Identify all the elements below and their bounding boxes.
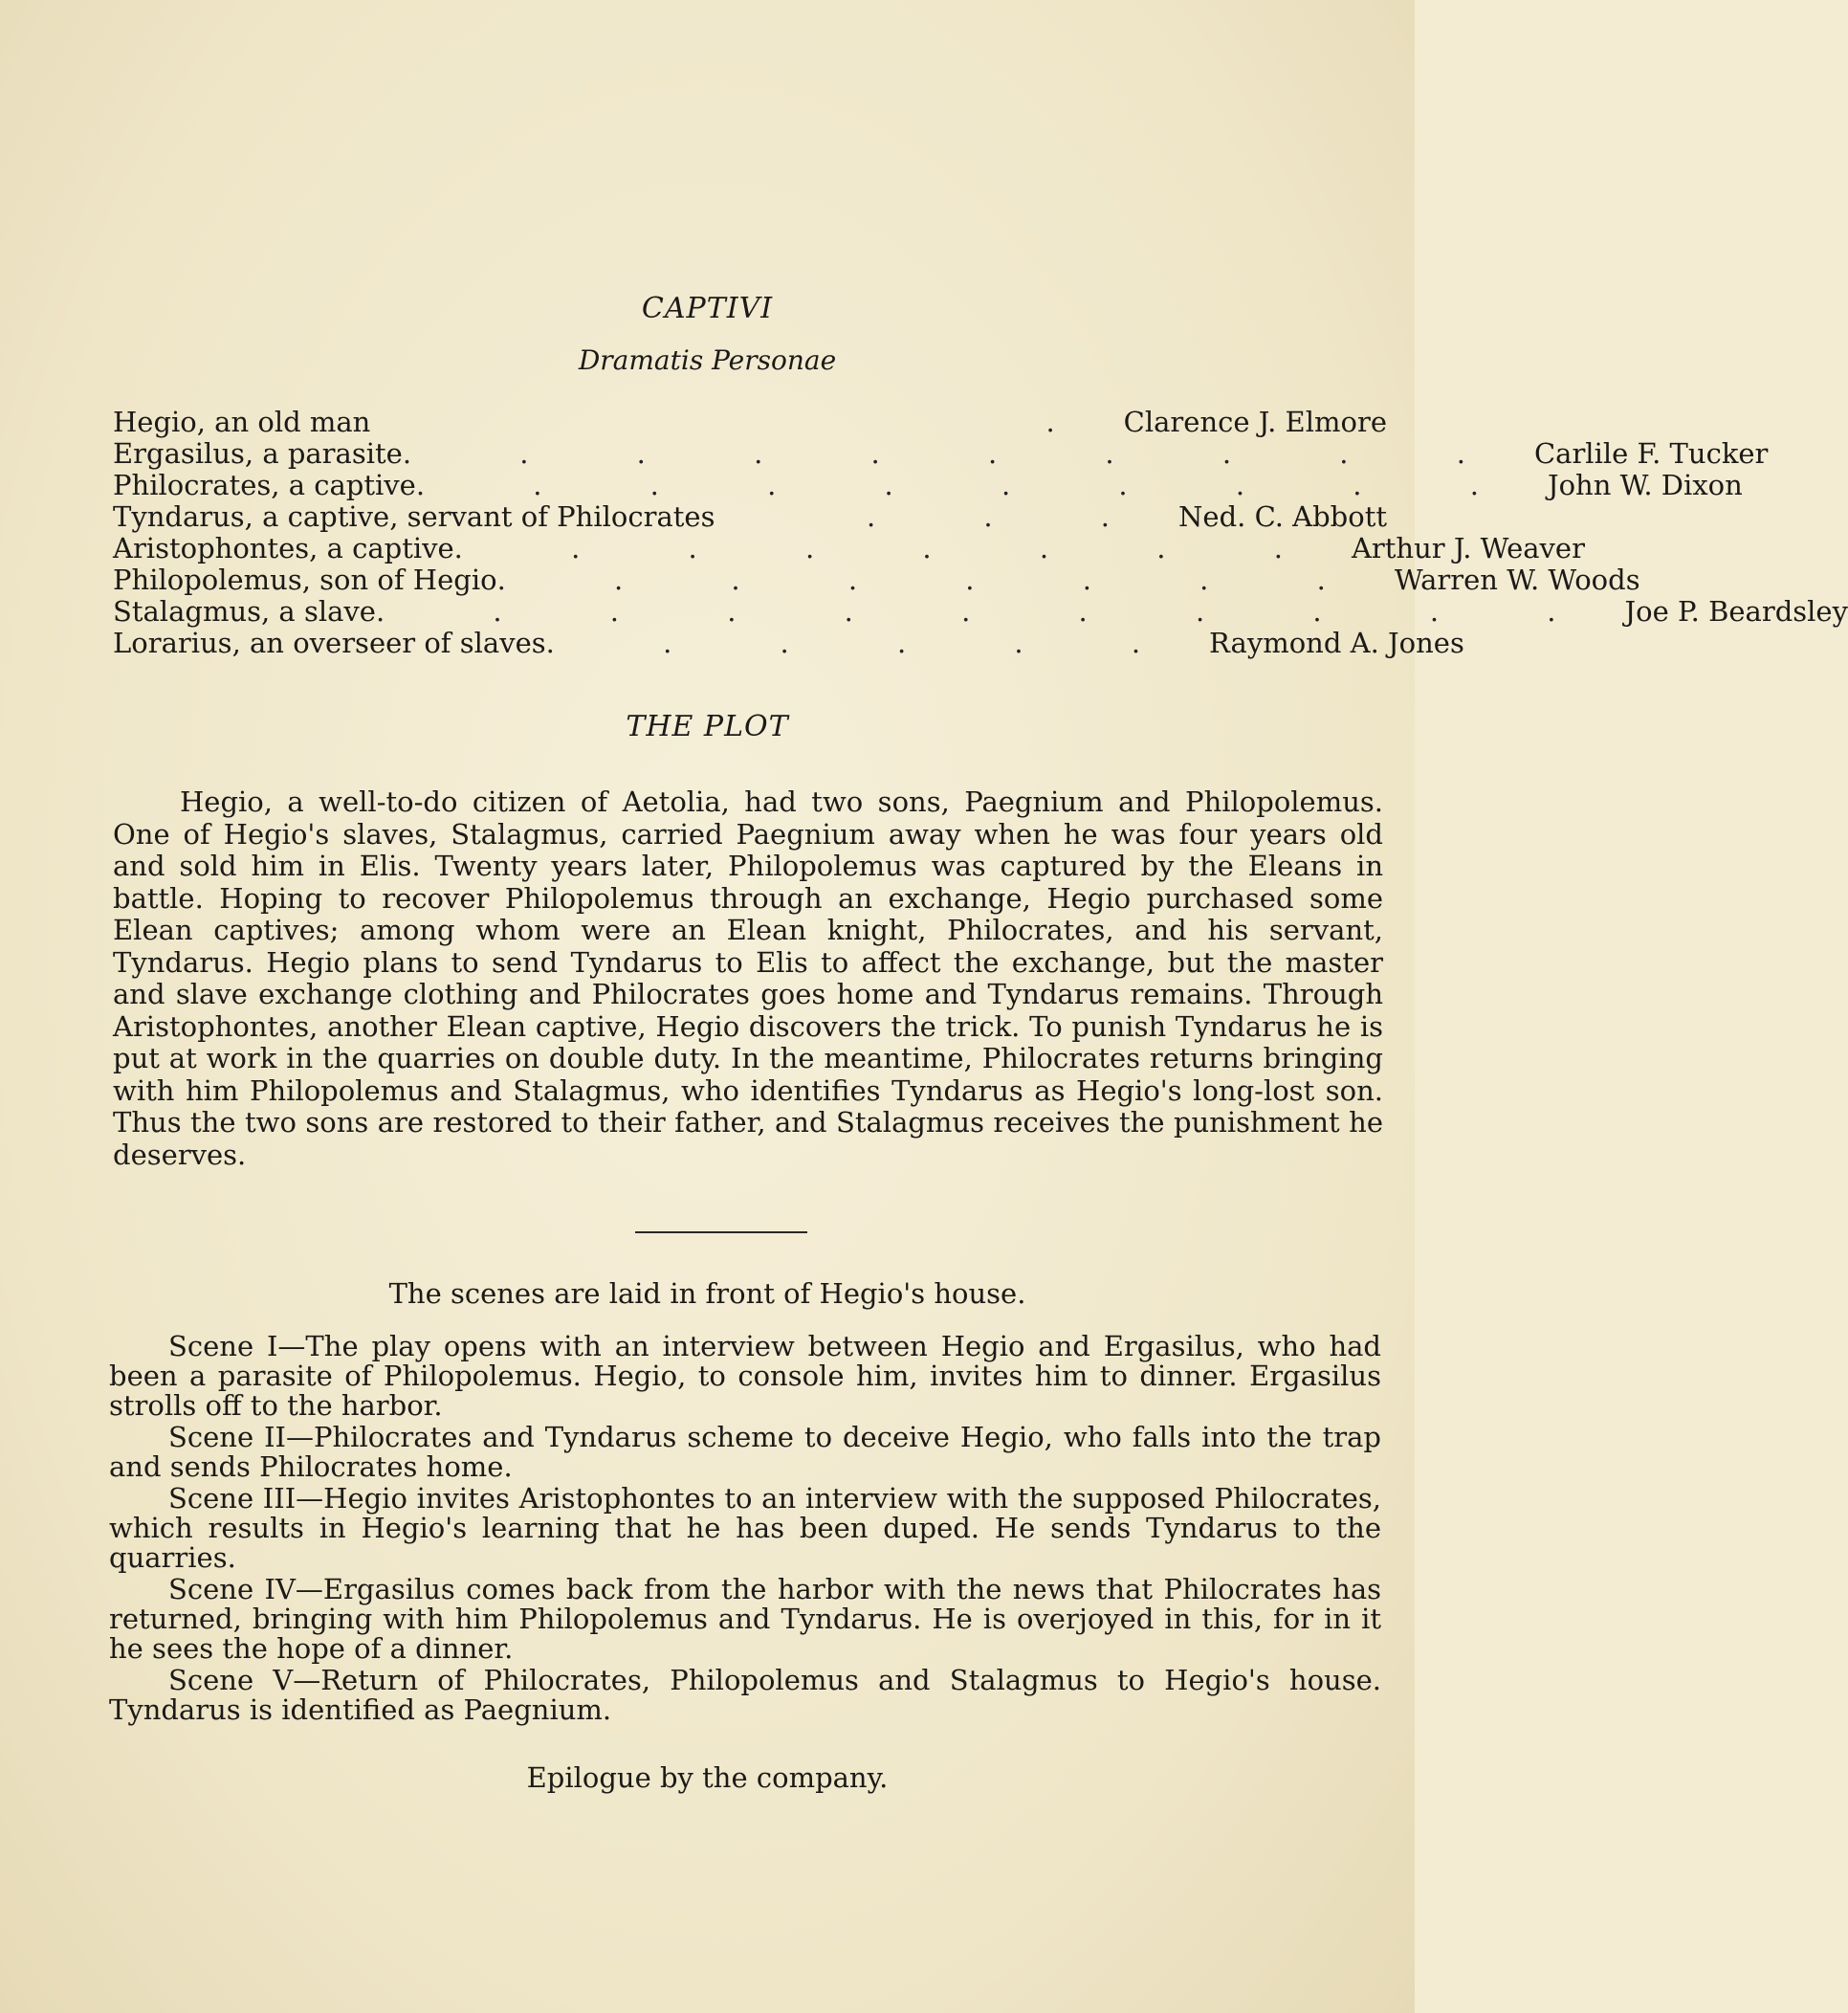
cast-actor: John W. Dixon [1547, 469, 1743, 501]
cast-role: Lorarius, an overseer of slaves [113, 627, 546, 659]
cast-actor: Ned. C. Abbott [1178, 500, 1387, 533]
epilogue-line: Epilogue by the company. [526, 1761, 889, 1794]
cast-role: Tyndarus, a captive, servant of Philocrates [113, 500, 715, 533]
setting-line: The scenes are laid in front of Hegio's house. [388, 1277, 1026, 1310]
cast-role: Hegio, an old man [113, 406, 371, 438]
leader-dots: . . . . . . . . [496, 564, 1375, 596]
leader-dots: . . . . . . . . . . [402, 437, 1515, 470]
leader-dots: . . . . . . . . [453, 532, 1332, 564]
cast-actor: Joe P. Beardsley [1624, 595, 1848, 628]
plot-paragraph: Hegio, a well-to-do citizen of Aetolia, had two sons, Paegnium and Philopolemus. One of Hegio's slaves, Stalagmus, carried Paegnium away when he was four years old and sold him in Elis. Twenty years later, Philopolemus was captured by the Eleans in battle. Hoping to recover Philopolemus through an exchange, Hegio purchased some Elean captives; among whom were an Elean knight, Philocrates, and his servant, Tyndarus. Hegio plans to send Tyndarus to Elis to affect the exchange, but the master and slave exchange clothing and Philocrates goes home and Tyndarus remains. Through Aristophontes, another Elean captive, Hegio discovers the trick. To punish Tyndarus he is put at work in the quarries on double duty. In the meantime, Philocrates returns bringing with him Philopolemus and Stalagmus, who identifies Tyndarus as Hegio's long-lost son. Thus the two sons are restored to their father, and Stalagmus receives the punishment he deserves. [113, 785, 1383, 1171]
scene-paragraph: Scene III—Hegio invites Aristophontes to an interview with the supposed Philocrates, which results in Hegio's learning that he has been duped. He sends Tyndarus to the quarries. [109, 1482, 1381, 1574]
scene-paragraph: Scene I—The play opens with an interview between Hegio and Ergasilus, who had been a parasite of Philopolemus. Hegio, to console him, invites him to dinner. Ergasilus strolls off to the harbor. [109, 1330, 1381, 1422]
cast-row [113, 437, 1769, 470]
cast-row [113, 469, 1743, 501]
plot-heading: THE PLOT [626, 710, 789, 743]
cast-row [113, 407, 1387, 438]
scene-paragraph: Scene V—Return of Philocrates, Philopolemus and Stalagmus to Hegio's house. Tyndarus is identified as Paegnium. [109, 1664, 1381, 1726]
scene-paragraph: Scene II—Philocrates and Tyndarus scheme to deceive Hegio, who falls into the trap and sends Philocrates home. [109, 1421, 1381, 1483]
cast-row [113, 595, 1848, 628]
dramatis-personae-heading: Dramatis Personae [578, 344, 837, 376]
divider-rule [635, 1231, 807, 1233]
cast-row [113, 532, 1585, 564]
cast-actor: Arthur J. Weaver [1351, 532, 1585, 564]
cast-actor: Carlile F. Tucker [1533, 437, 1769, 470]
leader-dots: . . . . . . . . . . . [375, 595, 1606, 628]
leader-dots: . [1045, 406, 1105, 438]
cast-row [113, 501, 1387, 533]
cast-list [113, 406, 1848, 659]
cast-role: Ergasilus, a parasite [113, 437, 403, 470]
cast-actor: Raymond A. Jones [1209, 627, 1464, 659]
cast-role: Aristophontes, a captive [113, 532, 454, 564]
leader-dots: . . . . . . [545, 627, 1191, 659]
leader-dots: . . . . . . . . . . [415, 469, 1529, 501]
cast-role: Philopolemus, son of Hegio [113, 564, 497, 596]
cast-row [113, 564, 1640, 596]
play-title: CAPTIVI [641, 292, 774, 325]
cast-actor: Warren W. Woods [1394, 564, 1640, 596]
cast-role: Philocrates, a captive [113, 469, 416, 501]
scene-paragraph: Scene IV—Ergasilus comes back from the harbor with the news that Philocrates has returned, bringing with him Philopolemus and Tyndarus. He is overjoyed in this, for in it he sees the hope of a dinner. [109, 1573, 1381, 1665]
scene-list [109, 1332, 1381, 1727]
cast-actor: Clarence J. Elmore [1123, 406, 1387, 438]
leader-dots: . . . [866, 500, 1160, 533]
cast-role: Stalagmus, a slave [113, 595, 376, 628]
cast-row [113, 627, 1464, 659]
